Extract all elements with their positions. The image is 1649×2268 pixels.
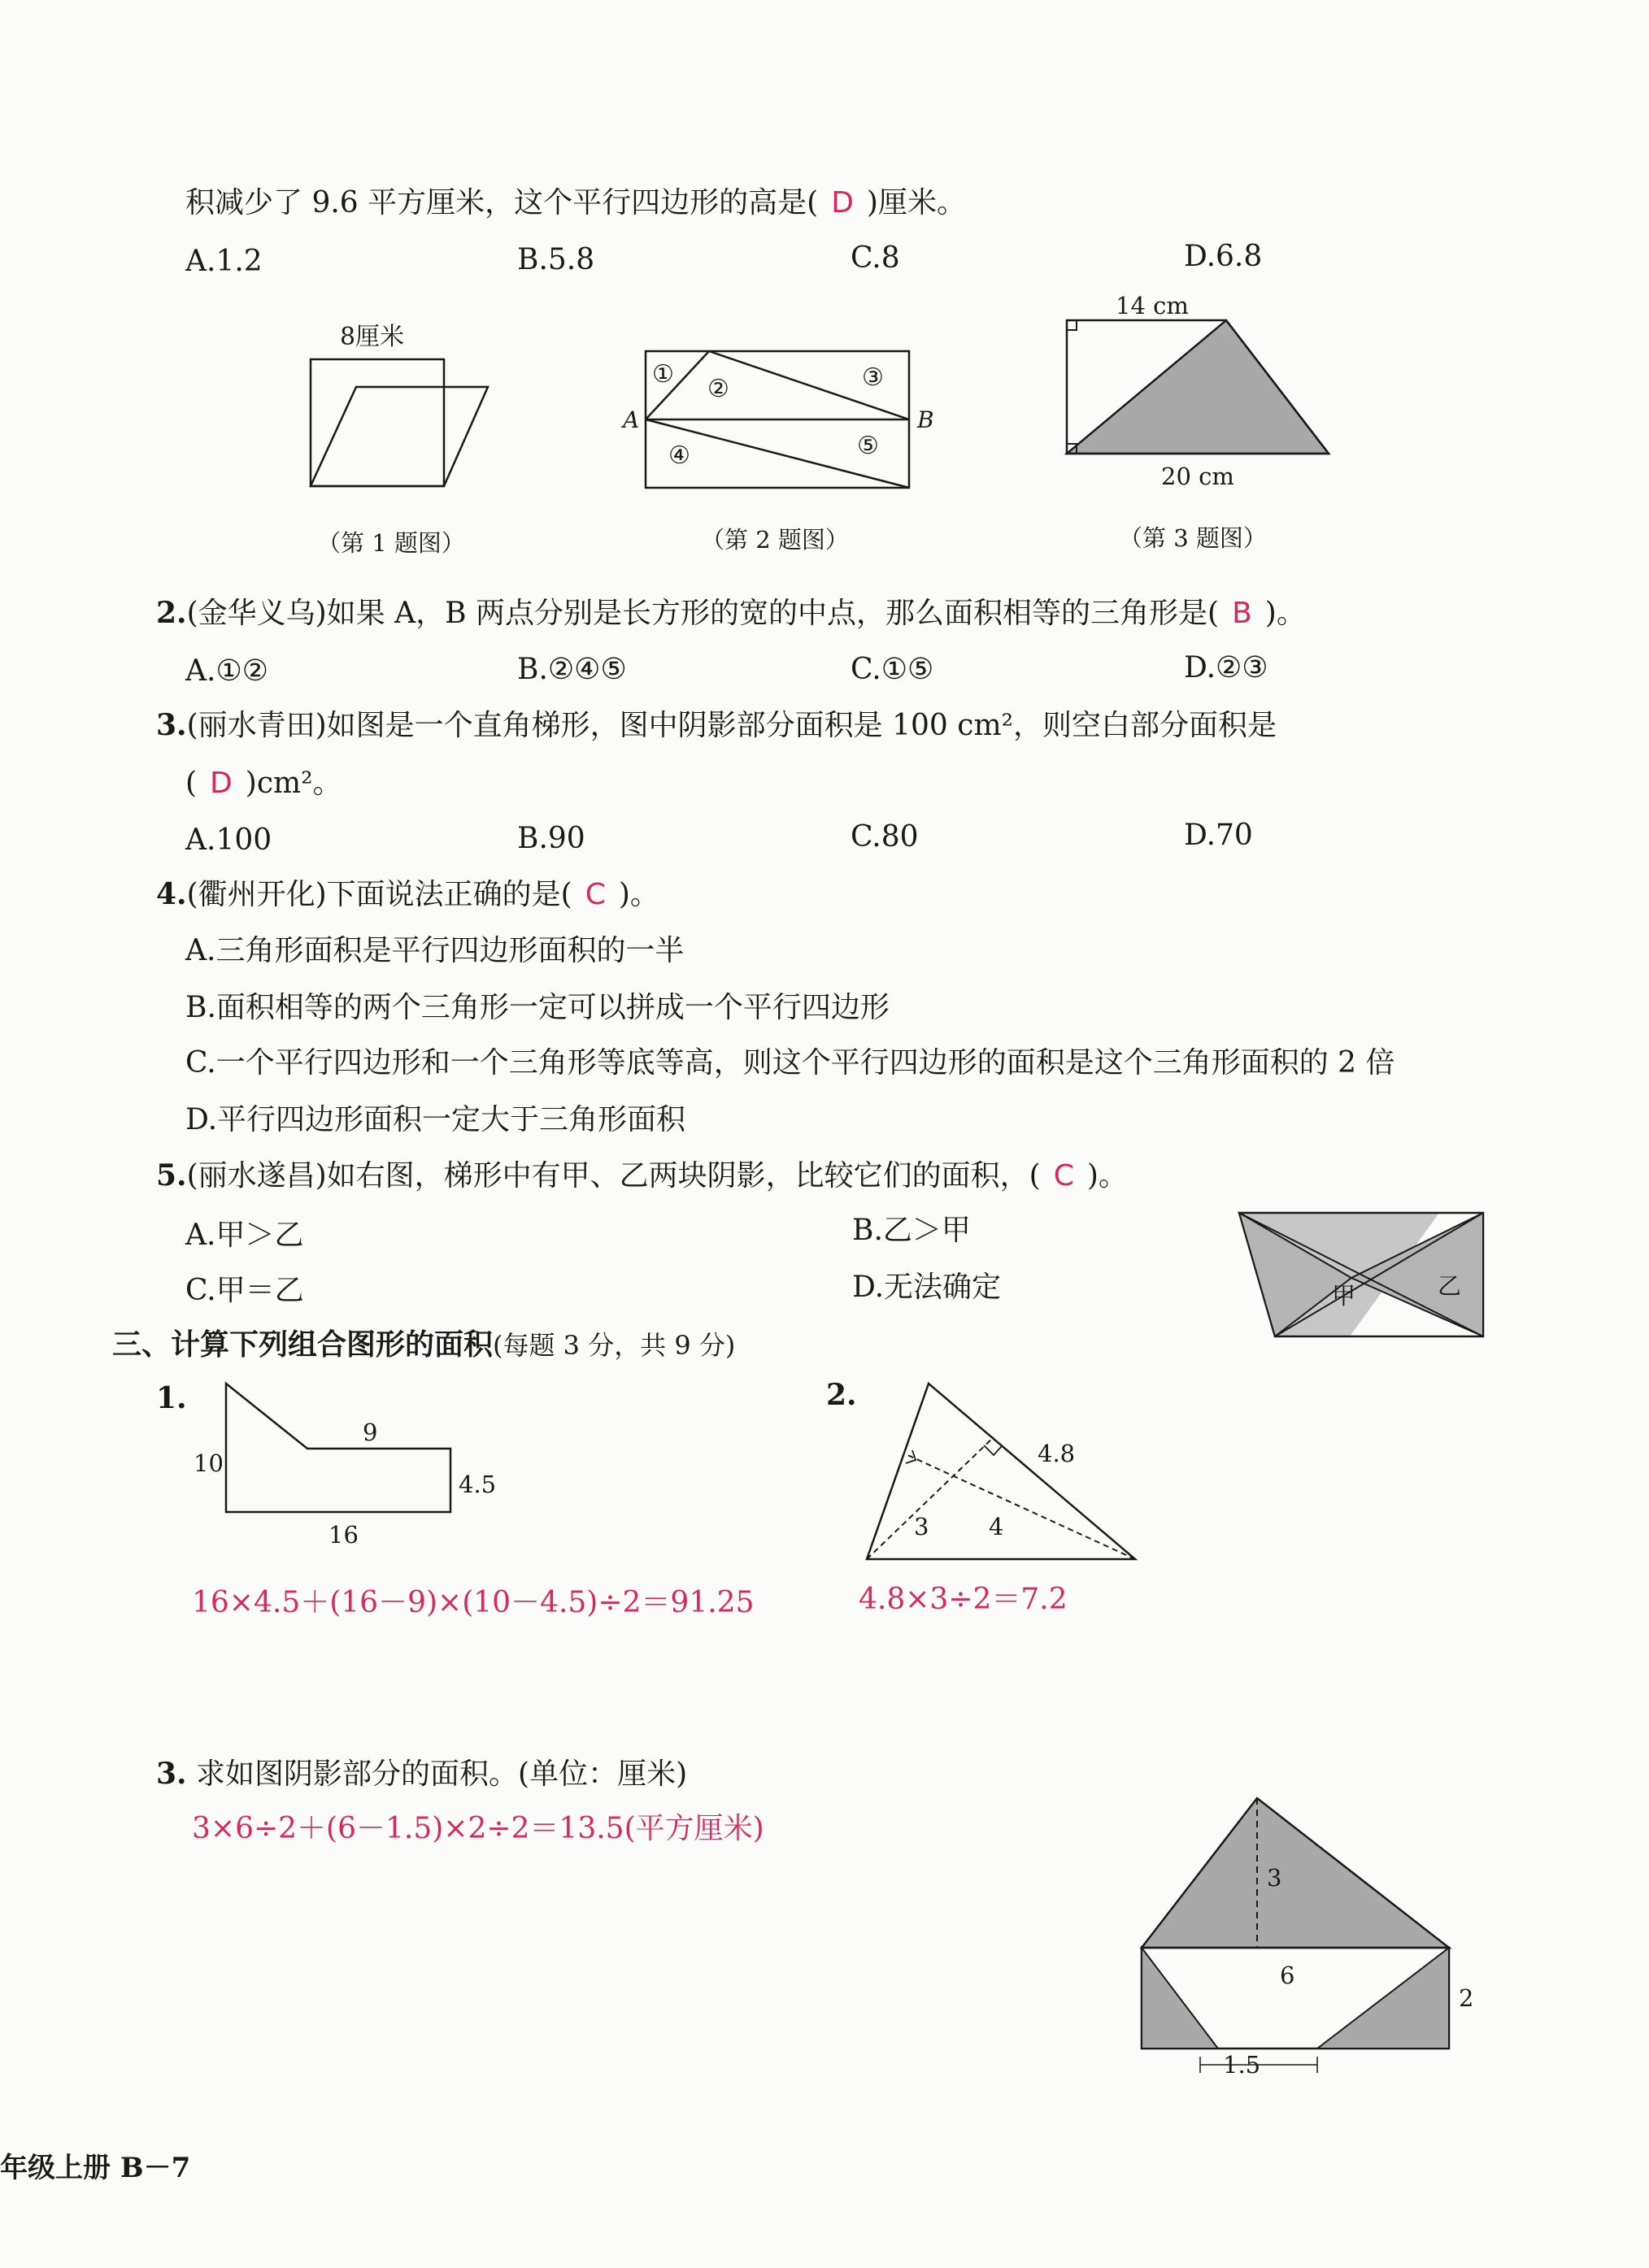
q2-stem: 2.(金华义乌)如果 A，B 两点分别是长方形的宽的中点，那么面积相等的三角形是( B )。 <box>156 596 1306 630</box>
p2-label-h1: 3 <box>914 1513 929 1540</box>
q3-option-d: D.70 <box>1184 819 1253 852</box>
q5-option-b: B.乙＞甲 <box>852 1214 971 1247</box>
fig2-point-a: A <box>623 406 640 433</box>
fig1-label: 8厘米 <box>340 323 405 351</box>
q2-option-a: A.①② <box>185 654 268 688</box>
q5-figure <box>1220 1203 1496 1349</box>
q1-stem: 积减少了 9.6 平方厘米，这个平行四边形的高是( D )厘米。 <box>185 186 966 219</box>
q1-answer: D <box>831 186 854 219</box>
q1-option-a: A.1.2 <box>185 245 263 278</box>
q4-option-c: C.一个平行四边形和一个三角形等底等高，则这个平行四边形的面积是这个三角形面积的 2 倍 <box>185 1046 1395 1080</box>
p1-solution: 16×4.5＋(16－9)×(10－4.5)÷2＝91.25 <box>192 1586 755 1619</box>
q5-option-a: A.甲＞乙 <box>185 1219 304 1252</box>
section3-heading: 三、计算下列组合图形的面积(每题 3 分，共 9 分) <box>112 1327 736 1362</box>
q1-option-b: B.5.8 <box>517 243 595 276</box>
q2-option-d: D.②③ <box>1184 651 1268 684</box>
p2-figure <box>854 1374 1163 1569</box>
p2-solution: 4.8×3÷2＝7.2 <box>859 1583 1068 1616</box>
q4-answer: C <box>585 878 606 911</box>
q5-stem: 5.(丽水遂昌)如右图，梯形中有甲、乙两块阴影，比较它们的面积，( C )。 <box>156 1158 1128 1193</box>
fig2-caption: （第 2 题图） <box>701 526 849 554</box>
page-footer: 年级上册 B－7 <box>0 2152 191 2184</box>
p1-figure <box>179 1374 520 1561</box>
p3-figure <box>1122 1788 1496 2097</box>
fig3-caption: （第 3 题图） <box>1119 524 1267 552</box>
figure-2 <box>618 341 943 496</box>
q4-option-d: D.平行四边形面积一定大于三角形面积 <box>185 1103 686 1136</box>
q4-option-b: B.面积相等的两个三角形一定可以拼成一个平行四边形 <box>185 991 890 1024</box>
fig1-caption: （第 1 题图） <box>317 529 465 557</box>
q5-label-jia: 甲 <box>1332 1282 1356 1310</box>
q4-option-a: A.三角形面积是平行四边形面积的一半 <box>185 934 685 967</box>
figure-1 <box>301 317 496 496</box>
p1-label-left: 10 <box>194 1449 224 1477</box>
fig2-region-2: ② <box>707 375 729 403</box>
fig3-top-label: 14 cm <box>1116 292 1189 319</box>
q2-option-c: C.①⑤ <box>851 653 934 686</box>
p2-label-side: 4.8 <box>1038 1440 1076 1467</box>
q2-answer: B <box>1232 597 1252 630</box>
q1-option-c: C.8 <box>851 241 900 275</box>
fig2-region-1: ① <box>652 360 674 389</box>
q3-stem: 3.(丽水青田)如图是一个直角梯形，图中阴影部分面积是 100 cm²，则空白部分面积是 <box>156 708 1277 742</box>
p1-number: 1. <box>156 1381 187 1415</box>
p2-label-h2: 4 <box>989 1513 1004 1540</box>
q3-stem-line2: ( D )cm²。 <box>185 767 342 800</box>
q3-answer: D <box>210 767 233 800</box>
p1-label-bottom: 16 <box>328 1521 359 1549</box>
q1-option-d: D.6.8 <box>1184 240 1263 273</box>
q4-stem: 4.(衢州开化)下面说法正确的是( C )。 <box>156 877 659 911</box>
p3-solution: 3×6÷2＋(6－1.5)×2÷2＝13.5(平方厘米) <box>192 1812 764 1845</box>
q5-answer: C <box>1053 1159 1074 1193</box>
p3-stem: 3. 求如图阴影部分的面积。(单位：厘米) <box>156 1757 688 1791</box>
p3-label-side: 2 <box>1459 1984 1474 2012</box>
q2-option-b: B.②④⑤ <box>517 653 627 686</box>
fig2-region-3: ③ <box>862 363 884 392</box>
figure-3 <box>1057 293 1350 488</box>
q5-option-d: D.无法确定 <box>852 1271 1002 1304</box>
p2-number: 2. <box>826 1378 857 1412</box>
p1-label-right: 4.5 <box>459 1471 497 1498</box>
p3-label-w: 6 <box>1280 1962 1295 1989</box>
fig2-point-b: B <box>917 406 934 433</box>
q5-label-yi: 乙 <box>1438 1272 1462 1300</box>
p1-label-top: 9 <box>363 1419 378 1446</box>
fig2-region-4: ④ <box>668 441 690 470</box>
q3-option-b: B.90 <box>517 822 585 855</box>
p3-label-gap: 1.5 <box>1223 2051 1261 2079</box>
p3-label-h: 3 <box>1267 1864 1282 1892</box>
fig3-bottom-label: 20 cm <box>1161 463 1234 490</box>
q5-option-c: C.甲＝乙 <box>185 1274 304 1307</box>
fig2-region-5: ⑤ <box>857 432 879 460</box>
q3-option-c: C.80 <box>851 820 919 854</box>
q3-option-a: A.100 <box>185 823 272 857</box>
